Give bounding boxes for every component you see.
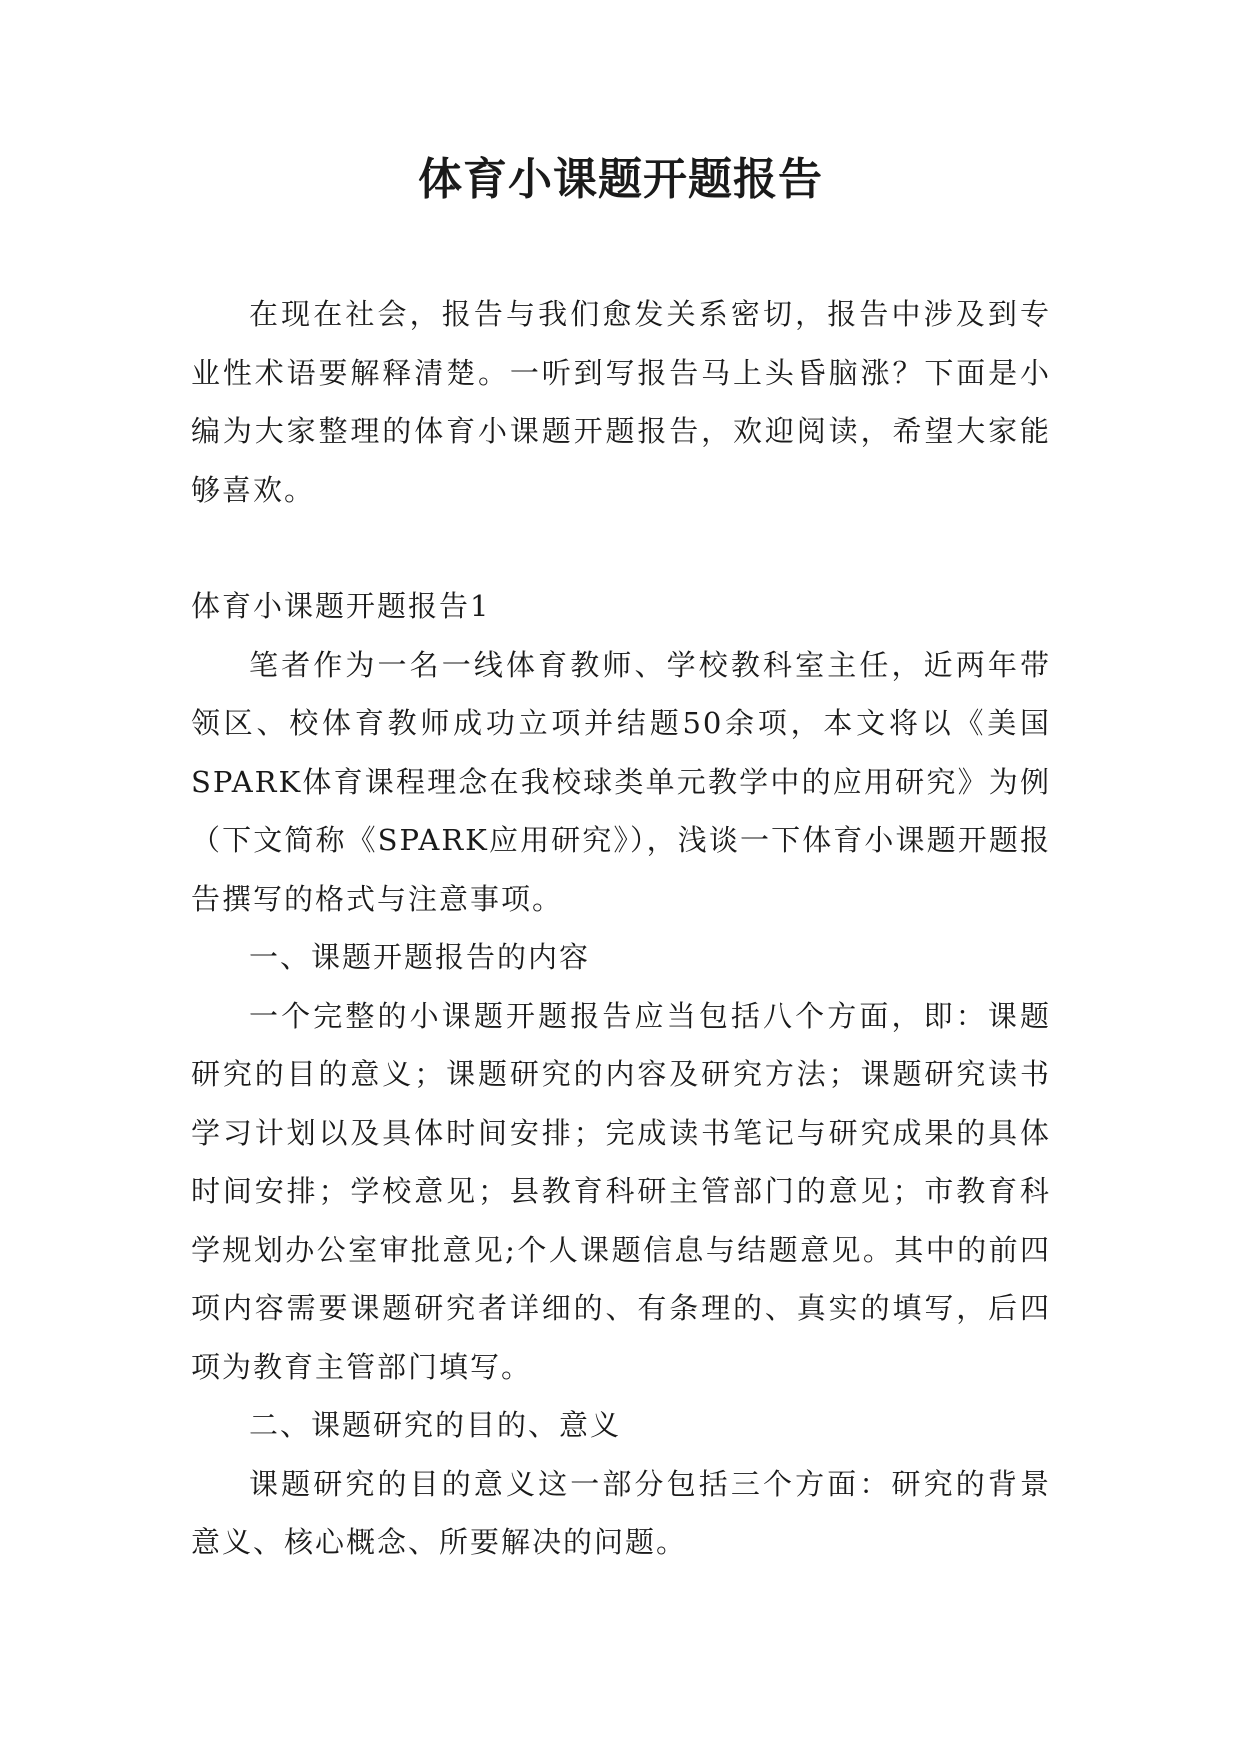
body-paragraph: 笔者作为一名一线体育教师、学校教科室主任，近两年带领区、校体育教师成功立项并结题50余项，本文将以《美国SPARK体育课程理念在我校球类单元教学中的应用研究》为例（下文简称《SPARK应用研究》），浅谈一下体育小课题开题报告撰写的格式与注意事项。 [191, 647, 1051, 916]
body-paragraph: 一个完整的小课题开题报告应当包括八个方面，即：课题研究的目的意义；课题研究的内容及研究方法；课题研究读书学习计划以及具体时间安排；完成读书笔记与研究成果的具体时间安排；学校意见；县教育科研主管部门的意见；市教育科学规划办公室审批意见;个人课题信息与结题意见。其中的前四项内容需要课题研究者详细的、有条理的、真实的填写，后四项为教育主管部门填写。 [191, 998, 1051, 1384]
section-block [191, 577, 1051, 1572]
intro-paragraph: 在现在社会，报告与我们愈发关系密切，报告中涉及到专业性术语要解释清楚。一听到写报告马上头昏脑涨？下面是小编为大家整理的体育小课题开题报告，欢迎阅读，希望大家能够喜欢。 [191, 297, 1051, 507]
document-title: 体育小课题开题报告 [418, 154, 823, 205]
intro-block [191, 285, 1051, 519]
body-paragraph: 课题研究的目的意义这一部分包括三个方面：研究的背景意义、核心概念、所要解决的问题。 [191, 1466, 1051, 1559]
section-title: 体育小课题开题报告1 [191, 589, 491, 623]
subheading-contents: 一、课题开题报告的内容 [249, 940, 591, 974]
subheading-purpose: 二、课题研究的目的、意义 [249, 1408, 622, 1442]
